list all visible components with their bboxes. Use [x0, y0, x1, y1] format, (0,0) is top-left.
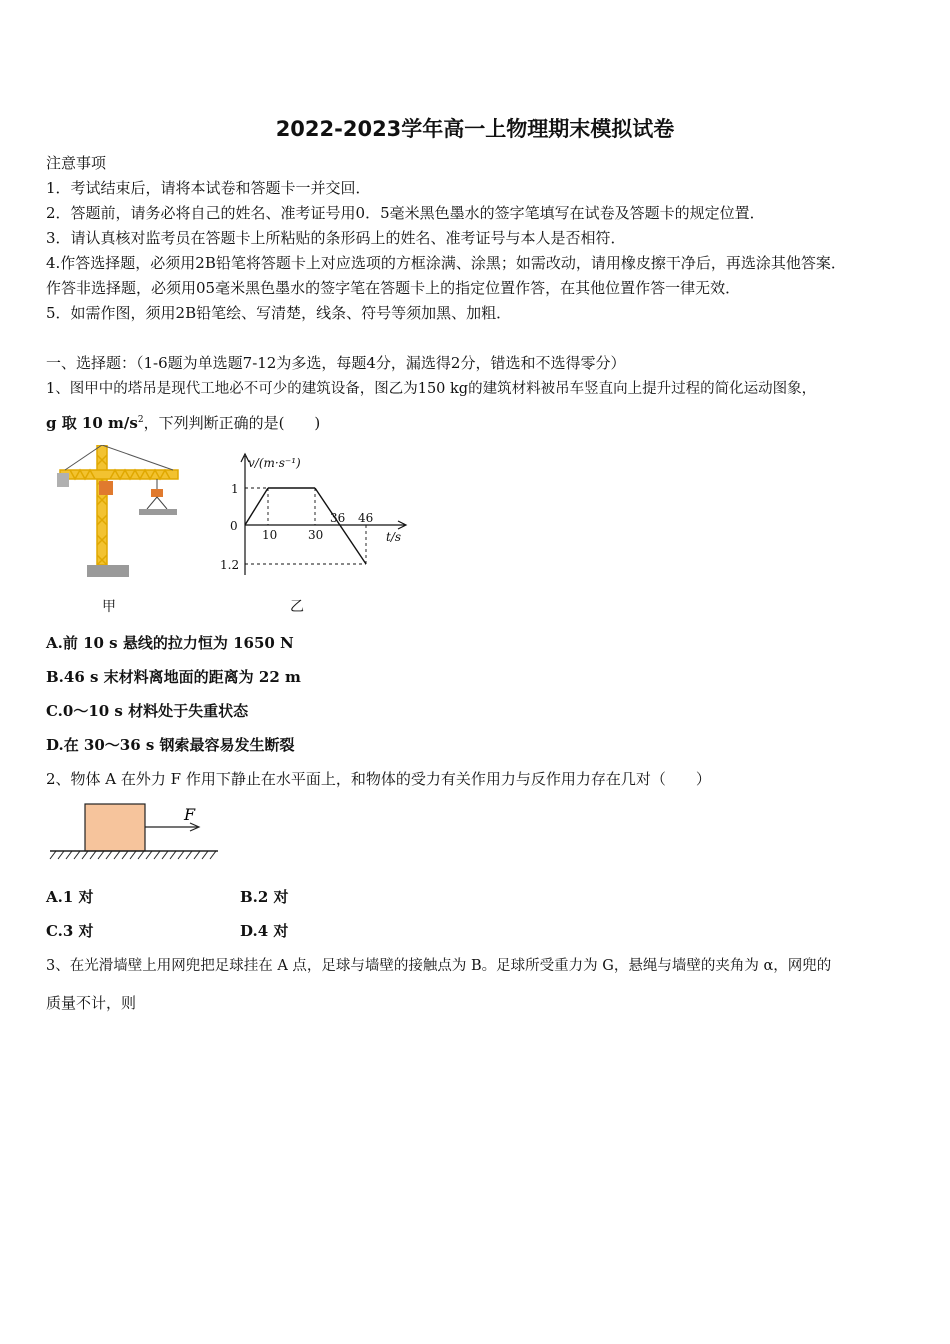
graph-origin: 0: [230, 519, 238, 533]
q3-stem-line2: 质量不计，则: [46, 994, 137, 1012]
notice-item-2: 2．答题前，请务必将自己的姓名、准考证号用0．5毫米黑色墨水的签字笔填写在试卷及答题卡的规定位置．: [46, 204, 765, 222]
graph-ytick-neg: 1.2: [220, 558, 240, 572]
q2-option-a: A.1 对: [46, 888, 94, 906]
q1-option-b: B.46 s 末材料离地面的距离为 22 m: [46, 668, 301, 686]
vt-segment-accel: [245, 488, 268, 525]
q1-option-d: D.在 30～36 s 钢索最容易发生断裂: [46, 736, 295, 754]
crane-figure: [55, 445, 185, 585]
fig-label-yi: 乙: [290, 599, 304, 615]
q1-stem-line2: g 取 10 $m/s^2$，下列判断正确的是( ): [46, 414, 321, 432]
graph-ytick-1: 1: [231, 482, 239, 496]
notice-item-4-cont: 作答非选择题，必须用05毫米黑色墨水的签字笔在答题卡上的指定位置作答，在其他位置作答一律无效．: [46, 279, 741, 297]
q3-stem-line1: 3、在光滑墙壁上用网兜把足球挂在 A 点，足球与墙壁的接触点为 B。足球所受重力为 G，悬绳与墙壁的夹角为 α，网兜的: [46, 958, 832, 974]
graph-x-label: t/s: [386, 530, 402, 544]
q2-stem: 2、物体 A 在外力 F 作用下静止在水平面上，和物体的受力有关作用力与反作用力存在几对（ ）: [46, 770, 711, 788]
fig-label-jia: 甲: [102, 599, 116, 615]
block-figure: [48, 800, 223, 865]
page-title: 2022-2023学年高一上物理期末模拟试卷: [275, 117, 675, 141]
q2-option-d: D.4 对: [240, 922, 289, 940]
force-label: F: [184, 805, 196, 824]
q2-option-c: C.3 对: [46, 922, 94, 940]
vt-segment-decel: [315, 488, 366, 564]
notice-item-3: 3．请认真核对监考员在答题卡上所粘贴的条形码上的姓名、准考证号与本人是否相符．: [46, 229, 626, 247]
q1-option-a: A.前 10 s 悬线的拉力恒为 1650 N: [46, 634, 294, 652]
graph-xtick-36: 36: [330, 511, 346, 525]
q2-option-b: B.2 对: [240, 888, 289, 906]
notice-item-5: 5．如需作图，须用2B铅笔绘、写清楚，线条、符号等须加黑、加粗．: [46, 304, 512, 322]
vt-graph: [210, 450, 410, 580]
q1-stem-line1: 1、图甲中的塔吊是现代工地必不可少的建筑设备，图乙为150 kg的建筑材料被吊车竖直向上提升过程的简化运动图象，: [46, 381, 817, 397]
notice-item-4: 4.作答选择题，必须用2B铅笔将答题卡上对应选项的方框涂满、涂黑；如需改动，请用橡皮擦干净后，再选涂其他答案．: [46, 254, 846, 272]
notice-heading: 注意事项: [46, 154, 107, 172]
notice-item-1: 1．考试结束后，请将本试卷和答题卡一并交回．: [46, 179, 371, 197]
graph-xtick-10: 10: [262, 528, 278, 542]
q1-option-c: C.0～10 s 材料处于失重状态: [46, 702, 249, 720]
graph-y-label: v/(m·s⁻¹): [248, 456, 301, 470]
graph-xtick-30: 30: [308, 528, 324, 542]
graph-xtick-46: 46: [358, 511, 374, 525]
section-heading: 一、选择题：（1-6题为单选题7-12为多选，每题4分，漏选得2分，错选和不选得零分）: [46, 354, 626, 372]
